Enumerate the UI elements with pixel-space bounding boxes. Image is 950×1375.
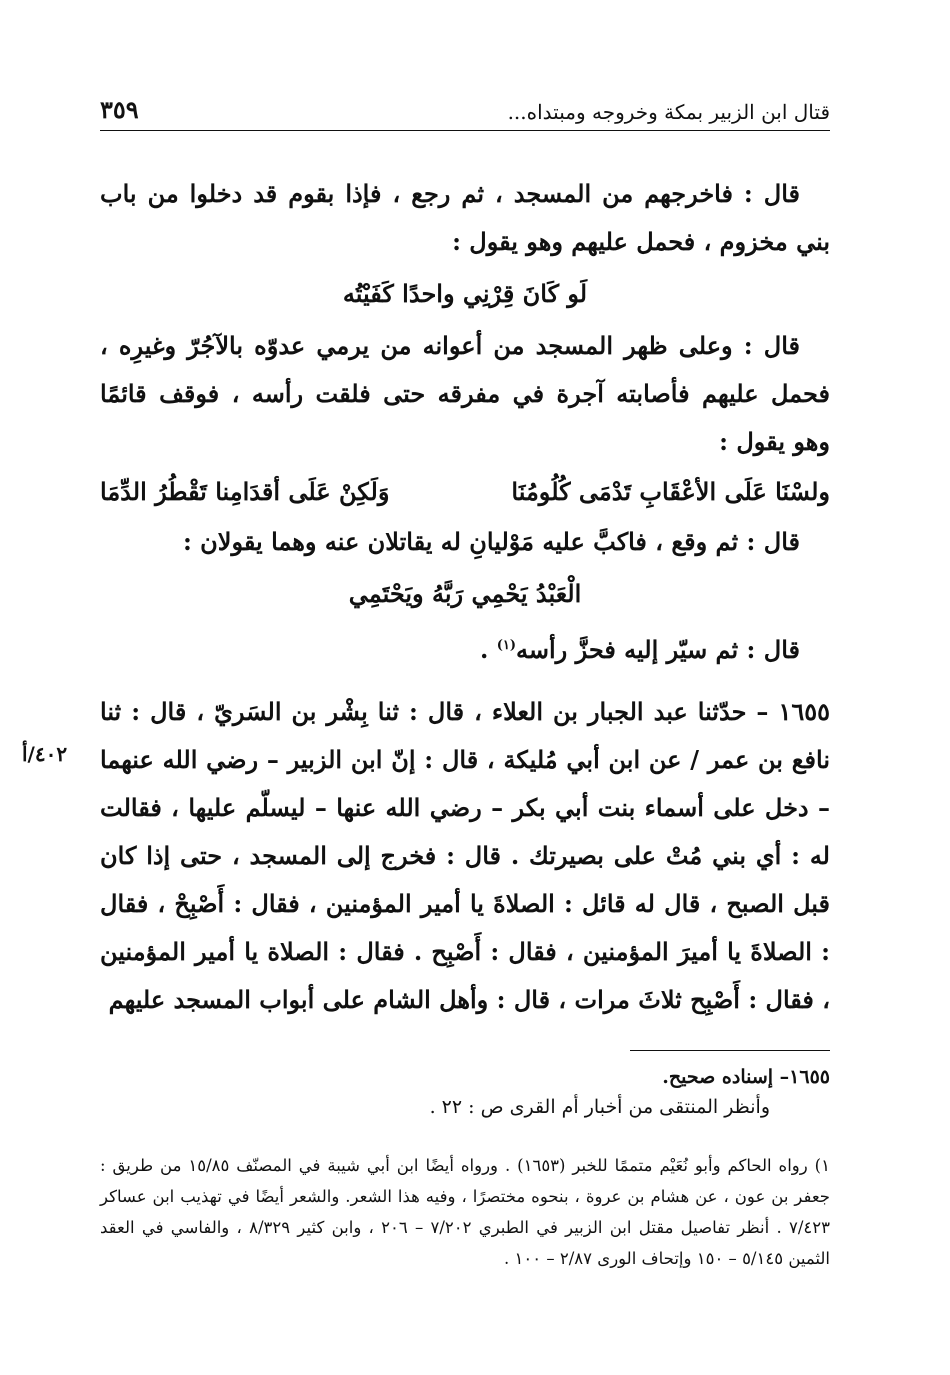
page-header xyxy=(100,88,830,131)
verse-3: الْعَبْدُ يَحْمِي رَبَّهُ ويَحْتَمِي xyxy=(348,579,582,608)
footnotes: ١) رواه الحاكم وأبو نُعَيْم متممًا للخبر (١٦٥٣) . ورواه أيضًا ابن أبي شيبة في المصنّف ١٥/٨٥ من طريق : جعفر بن عون ، عن هشام بن عروة ، بنحوه مختصرًا ، وفيه هذا الشعر. والشعر أيضًا في تهذيب ابن عساكر ٧/٤٢٣ . أنظر تفاصيل مقتل ابن الزبير في الطبري ٧/٢٠٢ – ٢٠٦ ، وابن كثير ٨/٣٢٩ ، والفاسي في العقد الثمين ٥/١٤٥ – ١٥٠ وإتحاف الورى ٢/٨٧ – ١٠٠ . xyxy=(100,1156,830,1268)
hadith-notes xyxy=(100,1062,830,1122)
footnote-rule xyxy=(630,1050,830,1051)
note-reference: وأنظر المنتقى من أخبار أم القرى ص : ٢٢ . xyxy=(429,1096,770,1118)
hadith-1655: ١٦٥٥ – حدّثنا عبد الجبار بن العلاء ، قال : ثنا بِشْر بن السَريّ ، قال : ثنا نافع بن عمر / عن ابن أبي مُليكة ، قال : إنّ ابن الزبير – رضي الله عنهما – دخل على أسماء بنت أبي بكر – رضي الله عنها – ليسلّم عليها ، فقالت له : أي بني مُتْ على بصيرتك . قال : فخرج إلى المسجد ، حتى إذا كان قبل الصبح ، قال له قائل : الصلاةَ يا أمير المؤمنين ، فقال : أَصْبِحْ ، فقال : الصلاةَ يا أميرَ المؤمنين ، فقال : أَصْبِح . فقال : الصلاة يا أمير المؤمنين ، فقال : أَصْبِح ثلاثَ مرات ، قال : وأهل الشام على أبواب المسجد عليهم xyxy=(100,697,831,1014)
verse-2-second-hemistich: وَلَكِنْ عَلَى أقدَامِنا تَقْطُرُ الدِّمَا xyxy=(100,477,390,506)
manuscript-folio-note: ٤٠٢/أ xyxy=(22,742,68,766)
paragraph-2: قال : وعلى ظهر المسجد من أعوانه من يرمي عدوّه بالآجُرّ وغيرِه ، فحمل عليهم فأصابته آجرة في مفرقه حتى فلقت رأسه ، فوقف قائمًا وهو يقول : xyxy=(100,331,830,456)
verse-2-first-hemistich: ولسْنَا عَلَى الأعْقَابِ تَدْمَى كُلُومُنَا xyxy=(511,477,830,506)
paragraph-1: قال : فاخرجهم من المسجد ، ثم رجع ، فإذا بقوم قد دخلوا من باب بني مخزوم ، فحمل عليهم وهو يقول : xyxy=(100,179,830,256)
paragraph-4-text: قال : ثم سيّر إليه فحزَّ رأسه xyxy=(516,635,800,664)
running-title: قتال ابن الزبير بمكة وخروجه ومبتداه... xyxy=(507,100,830,124)
paragraph-3: قال : ثم وقع ، فاكبَّ عليه مَوْليانِ له يقاتلان عنه وهما يقولان : xyxy=(182,527,800,556)
main-text xyxy=(100,170,830,1024)
verse-2 xyxy=(100,466,830,518)
spacer xyxy=(100,674,830,688)
verse-1: لَو كَانَ قِرْنِي واحدًا كَفَيْتُه xyxy=(342,279,588,308)
paragraph-4-end: . xyxy=(479,635,497,664)
footnote-ref: (١) xyxy=(496,638,516,653)
paragraph-4 xyxy=(100,622,830,674)
note-isnad: ١٦٥٥– إسناده صحيح. xyxy=(662,1066,830,1088)
page-number: ٣٥٩ xyxy=(100,95,139,124)
